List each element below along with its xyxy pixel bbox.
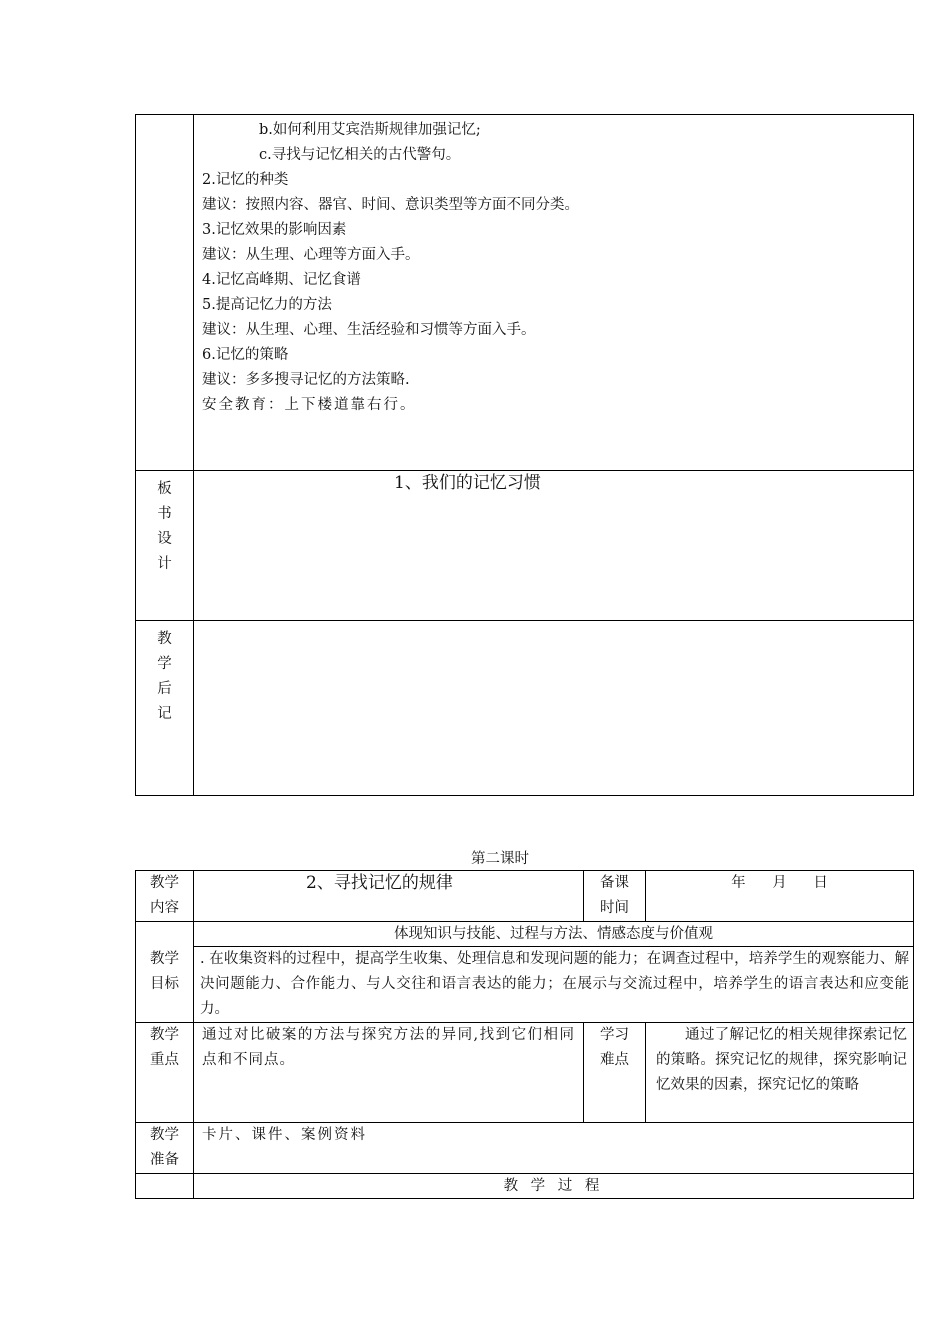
teaching-reflection-label: 教学后记 xyxy=(157,631,172,722)
lesson-table-1 xyxy=(135,114,914,796)
content-line: 6.记忆的策略 xyxy=(202,347,289,363)
lesson-content-cell xyxy=(194,115,914,471)
teaching-goals-label xyxy=(136,922,194,1023)
empty-side-cell-2 xyxy=(136,1174,194,1199)
teaching-focus-label xyxy=(136,1023,194,1123)
content-line: 安全教育：上下楼道靠右行。 xyxy=(202,397,417,413)
content-line: c.寻找与记忆相关的古代警句。 xyxy=(259,147,461,163)
learning-difficulty-text: 通过了解记忆的相关规律探索记忆的策略。探究记忆的规律，探究影响记忆效果的因素，探究记忆的策略 xyxy=(646,1023,914,1123)
teaching-focus-text: 通过对比破案的方法与探究方法的异同,找到它们相同点和不同点。 xyxy=(194,1023,584,1123)
teaching-content-label xyxy=(136,871,194,922)
teaching-content-value: 2、寻找记忆的规律 xyxy=(306,873,453,893)
learning-difficulty-label xyxy=(584,1023,646,1123)
teaching-prep-label-text: 教学准备 xyxy=(150,1127,179,1168)
content-line: 4.记忆高峰期、记忆食谱 xyxy=(202,272,361,288)
teaching-goals-text: . 在收集资料的过程中，提高学生收集、处理信息和发现问题的能力；在调查过程中，培养学生的观察能力、解决问题能力、合作能力、与人交往和语言表达的能力；在展示与交流过程中，培养学生的语言表达和应变能力。 xyxy=(194,947,914,1023)
empty-side-cell xyxy=(136,115,194,471)
teaching-goals-label-text: 教学目标 xyxy=(150,951,179,992)
teaching-focus-label-text: 教学重点 xyxy=(150,1027,179,1068)
teaching-reflection-label-cell xyxy=(136,621,194,796)
content-lines xyxy=(202,118,913,418)
prep-time-label xyxy=(584,871,646,922)
content-line: 建议：多多搜寻记忆的方法策略. xyxy=(202,372,410,388)
teaching-content-cell xyxy=(194,871,584,922)
content-line: 5.提高记忆力的方法 xyxy=(202,297,332,313)
teaching-goals-header: 体现知识与技能、过程与方法、情感态度与价值观 xyxy=(194,922,914,947)
board-design-cell xyxy=(194,471,914,621)
content-line: 建议：按照内容、器官、时间、意识类型等方面不同分类。 xyxy=(202,197,579,213)
content-line: 3.记忆效果的影响因素 xyxy=(202,222,347,238)
prep-date-cell xyxy=(646,871,914,922)
board-design-label: 板书设计 xyxy=(157,481,172,572)
lesson-table-2 xyxy=(135,870,914,1199)
board-design-content: 1、我们的记忆习惯 xyxy=(394,473,541,493)
section-title: 第二课时 xyxy=(471,851,529,867)
prep-time-label-text: 备课时间 xyxy=(600,875,629,916)
teaching-prep-text: 卡片、课件、案例资料 xyxy=(194,1123,914,1174)
board-design-label-cell xyxy=(136,471,194,621)
content-line: b.如何利用艾宾浩斯规律加强记忆; xyxy=(259,122,481,138)
teaching-process-header: 教 学 过 程 xyxy=(194,1174,914,1199)
content-line: 2.记忆的种类 xyxy=(202,172,289,188)
content-line: 建议：从生理、心理等方面入手。 xyxy=(202,247,420,263)
learning-difficulty-label-text: 学习难点 xyxy=(600,1027,629,1068)
teaching-prep-label xyxy=(136,1123,194,1174)
teaching-reflection-cell xyxy=(194,621,914,796)
content-line: 建议：从生理、心理、生活经验和习惯等方面入手。 xyxy=(202,322,536,338)
prep-date-value: 年 月 日 xyxy=(731,875,828,891)
teaching-content-label-text: 教学内容 xyxy=(150,875,179,916)
